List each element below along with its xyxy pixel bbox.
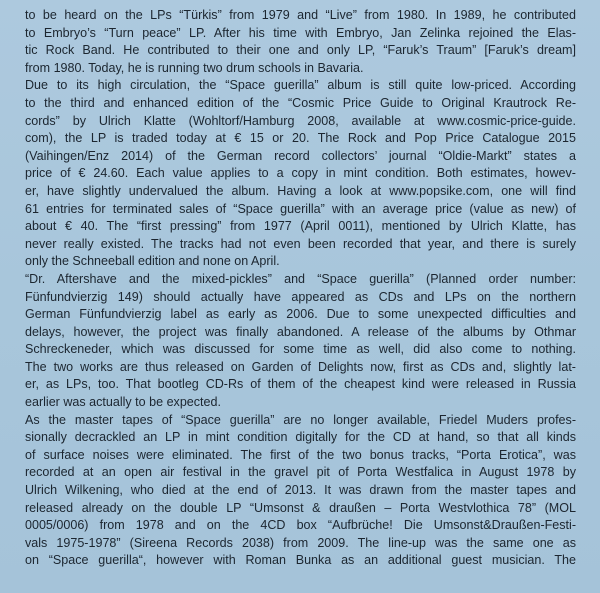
paragraph	[25, 7, 576, 77]
text-line: from 1980. Today, he is running two drum schools in Bavaria.	[25, 60, 364, 75]
text-line: to Embryo’s “Turn peace” LP. After his time with Embryo, Jan Zelinka rejoined the Elas-	[25, 25, 576, 40]
text-line: Ulrich Wilkening, who died at the end of 2013. It was drawn from the master tapes and	[25, 483, 576, 498]
paragraph	[25, 271, 576, 412]
text-line: price of € 24.60. Each value applies to a copy in mint condition. Both estimates, howev-	[25, 166, 576, 181]
text-line: “Dr. Aftershave and the mixed-pickles” and “Space guerilla” (Planned order number:	[25, 271, 576, 286]
text-line: The two works are thus released on Garden of Delights now, first as CDs and, slightly lat-	[25, 359, 576, 374]
text-line: Due to its high circulation, the “Space guerilla” album is still quite low-priced. According	[25, 78, 576, 93]
text-line: (Vaihingen/Enz 2014) of the German record collectors’ journal “Oldie-Markt” states a	[25, 148, 576, 163]
text-line: Fünfundvierzig 149) should actually have appeared as CDs and LPs on the northern	[25, 289, 576, 304]
text-line: to be heard on the LPs “Türkis” from 1979 and “Live” from 1980. In 1989, he contributed	[25, 8, 576, 22]
text-line: recorded at an open air festival in the gravel pit of Porta Westfalica in August 1978 by	[25, 465, 576, 480]
text-line: er, have slightly undervalued the album. Having a look at www.popsike.com, one will find	[25, 183, 576, 198]
text-line: German Fünfundvierzig label as early as 2006. Due to some unexpected difficulties and	[25, 307, 576, 322]
text-line: tic Rock Band. He contributed to their one and only LP, “Faruk’s Traum” [Faruk’s dream]	[25, 43, 576, 58]
text-line: 61 entries for terminated sales of “Space guerilla” with an average price (value as new) of	[25, 201, 576, 216]
text-body	[25, 7, 576, 570]
text-line: cords” by Ulrich Klatte (Wohltorf/Hamburg 2008, available at www.cosmic-price-guide.	[25, 113, 576, 128]
text-line: As the master tapes of “Space guerilla” are no longer available, Friedel Muders profes-	[25, 412, 576, 427]
text-line: to the third and enhanced edition of the “Cosmic Price Guide to Original Krautrock Re-	[25, 95, 576, 110]
text-line: about € 40. The “first pressing” from 1977 (April 0011), mentioned by Ulrich Klatte, has	[25, 219, 576, 234]
text-line: Schreckeneder, which was discussed for some time as well, did also come to nothing.	[25, 342, 576, 357]
text-line: only the Schneeball edition and none on April.	[25, 254, 280, 269]
text-line: of surface noises were eliminated. The first of the two bonus tracks, “Porta Erotica”, was	[25, 447, 576, 462]
text-line: 0005/0006) from 1978 and on the 4CD box “Aufbrüche! Die Umsonst&Draußen-Festi-	[25, 518, 576, 533]
text-line: released already on the double LP “Umsonst & draußen – Porta Westvlothica 78” (MOL	[25, 500, 576, 515]
text-line: er, as LPs, too. That bootleg CD-Rs of them of the cheapest kind were released in Russia	[25, 377, 576, 392]
text-line: delays, however, the project was finally abandoned. A release of the albums by Othmar	[25, 324, 576, 339]
text-line: never really existed. The tracks had not even been recorded that year, and there is surely	[25, 236, 576, 251]
paragraph	[25, 77, 576, 271]
text-line: vals 1975-1978” (Sireena Records 2038) from 2009. The line-up was the same one as	[25, 535, 576, 550]
paragraph	[25, 412, 576, 570]
text-line: sionally decrackled an LP in mint condition digitally for the CD at hand, so that all kinds	[25, 430, 576, 445]
text-line: earlier was actually to be expected.	[25, 395, 221, 410]
text-line: com), the LP is traded today at € 15 or 20. The Rock and Pop Price Catalogue 2015	[25, 131, 576, 146]
text-line: on “Space guerilla“, however with Roman Bunka as an additional guest musician. The	[25, 553, 576, 568]
